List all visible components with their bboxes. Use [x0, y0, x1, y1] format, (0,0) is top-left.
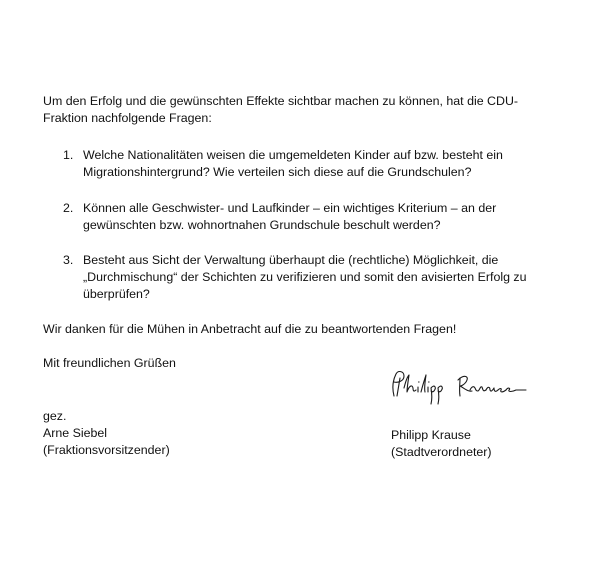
- signatory-prefix: gez.: [43, 409, 67, 423]
- question-number: 1.: [63, 148, 74, 162]
- question-line: „Durchmischung“ der Schichten zu verifizieren und somit den avisierten Erfolg zu: [83, 270, 527, 284]
- question-text: [83, 200, 573, 234]
- signatory-role: (Stadtverordneter): [391, 445, 492, 459]
- question-text: [83, 252, 573, 303]
- signatory-name: Arne Siebel: [43, 426, 108, 440]
- question-number: 3.: [63, 253, 74, 267]
- signatory-name: Philipp Krause: [391, 428, 471, 442]
- question-line: gewünschten bzw. wohnortnahen Grundschule beschult werden?: [83, 218, 441, 232]
- question-line: Können alle Geschwister- und Laufkinder – ein wichtiges Kriterium – an der: [83, 201, 497, 215]
- signatory-role: (Fraktionsvorsitzender): [43, 443, 170, 457]
- greeting: Mit freundlichen Grüßen: [43, 356, 176, 370]
- signature-drawing: [380, 366, 530, 406]
- intro-line: Fraktion nachfolgende Fragen:: [43, 111, 212, 125]
- signatory-right: [391, 427, 492, 461]
- intro-line: Um den Erfolg und die gewünschten Effekte sichtbar machen zu können, hat die CDU-: [43, 94, 519, 108]
- handwritten-signature: [380, 366, 530, 406]
- closing-sentence: Wir danken für die Mühen in Anbetracht auf die zu beantwortenden Fragen!: [43, 322, 457, 336]
- question-number: 2.: [63, 201, 74, 215]
- question-line: Migrationshintergrund? Wie verteilen sich diese auf die Grundschulen?: [83, 165, 472, 179]
- question-item: [63, 200, 573, 234]
- question-item: [63, 147, 573, 181]
- signatory-left: [43, 408, 170, 459]
- question-line: überprüfen?: [83, 287, 150, 301]
- intro-paragraph: [43, 93, 573, 127]
- question-line: Welche Nationalitäten weisen die umgemeldeten Kinder auf bzw. besteht ein: [83, 148, 503, 162]
- question-item: [63, 252, 573, 303]
- question-text: [83, 147, 573, 181]
- question-line: Besteht aus Sicht der Verwaltung überhaupt die (rechtliche) Möglichkeit, die: [83, 253, 499, 267]
